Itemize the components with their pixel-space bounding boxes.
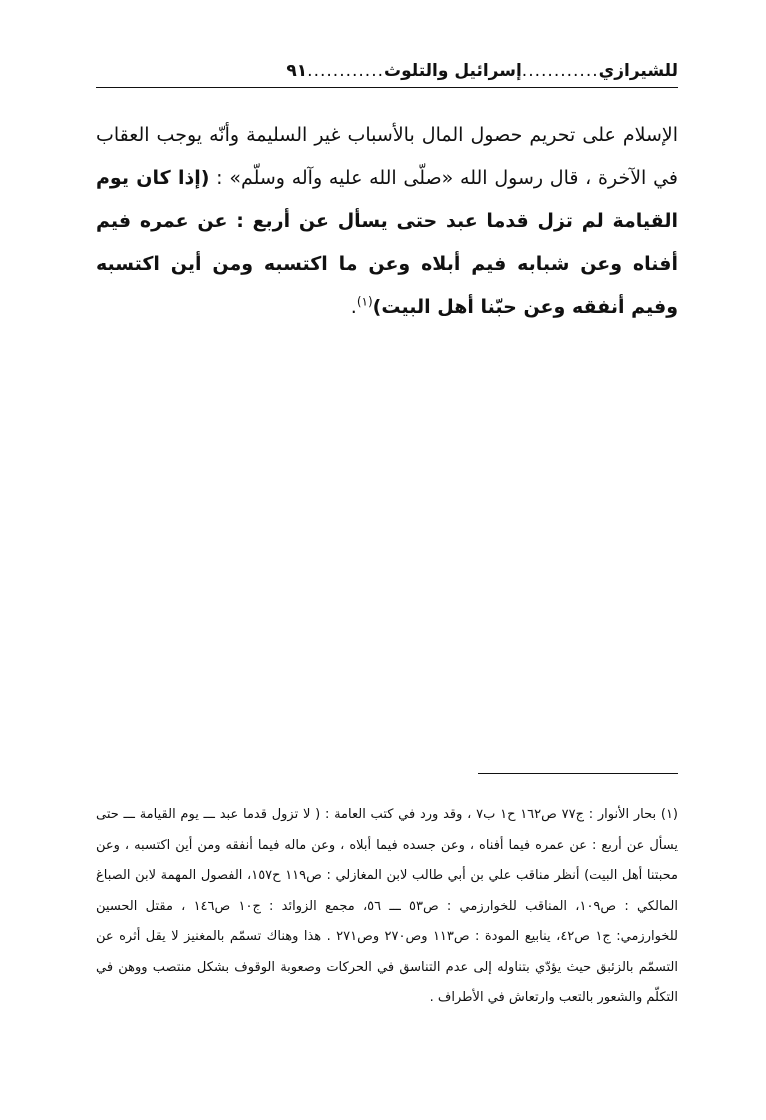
running-header	[96, 58, 678, 90]
header-divider	[96, 87, 678, 88]
footnote: (١) بحار الأنوار : ج٧٧ ص١٦٢ ح١ ب٧ ، وقد ورد في كتب العامة : ( لا تزول قدما عبد ـــ يوم القيامة ـــ حتى يسأل عن أربع : عن عمره فيما أفناه ، وعن جسده فيما أبلاه ، وعن ماله فيما أنفقه ومن أين اكتسبه ، وعن محبتنا أهل البيت) أنظر مناقب علي بن أبي طالب لابن المغازلي : ص١١٩ ح١٥٧، الفصول المهمة لابن الصباغ المالكي : ص١٠٩، المناقب للخوارزمي : ص٥٣ ـــ ٥٦، مجمع الزوائد : ج١٠ ص١٤٦ ، مقتل الحسين للخوارزمي: ج١ ص٤٢، ينابيع المودة : ص١١٣ وص٢٧٠ وص٢٧١ . هذا وهناك تسمّم بالمغنيز لا يقل أثره عن التسمّم بالزئبق حيث يؤدّي بتناوله إلى عدم التناسق في الحركات وصعوبة الوقوف بشكل منتصب ووهن في التكلّم والشعور بالتعب وارتعاش في الأطراف .	[96, 807, 678, 1005]
footnote-divider	[478, 773, 678, 774]
end-punctuation: .	[350, 296, 357, 318]
hadith-quote: (إذا كان يوم القيامة لم تزل قدما عبد حتى يسأل عن أربع : عن عمره فيم أفناه وعن شبابه فيم أبلاه وعن ما اكتسبه ومن أين اكتسبه وفيم أنفقه وعن حبّنا أهل البيت)	[96, 167, 678, 318]
header-author: للشيرازي	[598, 61, 678, 81]
header-leader-dots: ............	[307, 61, 385, 81]
body-paragraph	[96, 114, 678, 329]
page-number: ٩١	[286, 61, 308, 81]
header-leader-dots: ............	[521, 61, 599, 81]
header-title: إسرائيل والتلوث	[384, 61, 522, 81]
footnote-reference[interactable]: (١)	[356, 294, 373, 309]
body-text-plain: الإسلام على تحريم حصول المال بالأسباب غير السليمة وأنّه يوجب العقاب في الآخرة ، قال رسول الله «صلّى الله عليه وآله وسلّم» :	[96, 124, 678, 189]
